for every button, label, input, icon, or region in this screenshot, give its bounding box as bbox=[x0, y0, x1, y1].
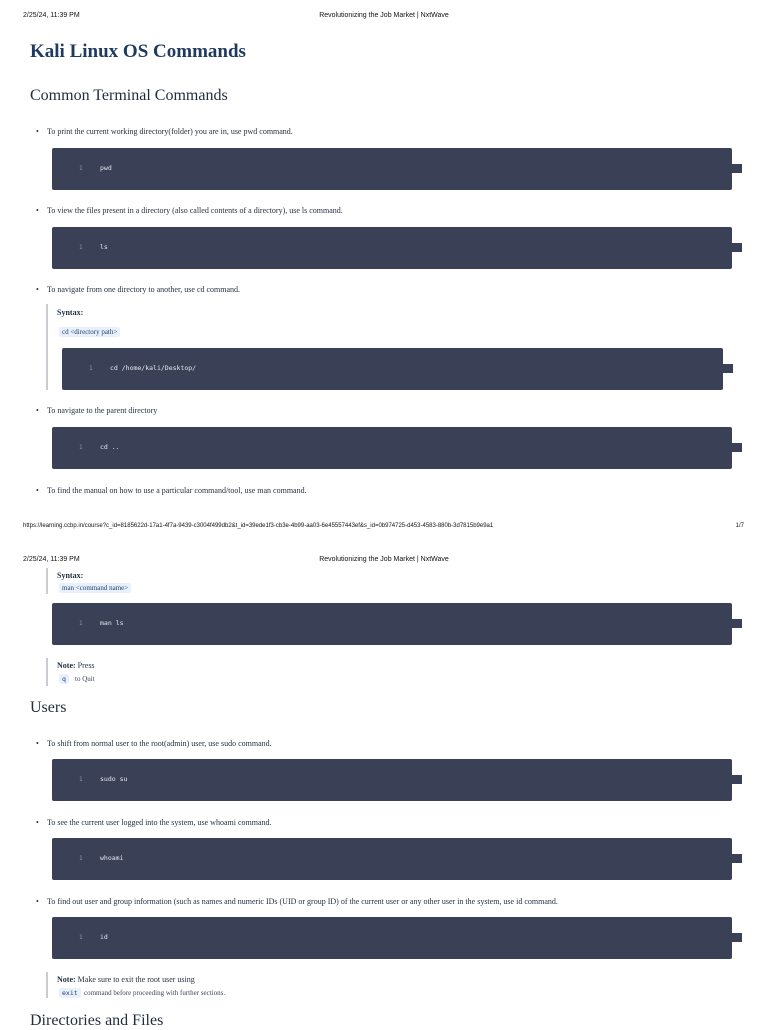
scroll-handle[interactable] bbox=[732, 775, 742, 784]
code-block-sudo[interactable] bbox=[52, 759, 732, 801]
header-title: Revolutionizing the Job Market | NxtWave bbox=[319, 12, 449, 19]
line-number: 1 bbox=[79, 165, 83, 172]
code-block-parent[interactable] bbox=[52, 427, 732, 469]
section-heading-common: Common Terminal Commands bbox=[30, 87, 228, 104]
code-block-whoami[interactable] bbox=[52, 838, 732, 880]
scroll-handle[interactable] bbox=[723, 364, 733, 373]
page-header bbox=[0, 12, 768, 26]
syntax-label: Syntax: bbox=[57, 308, 84, 317]
syntax-chip: cd <directory path> bbox=[59, 327, 120, 337]
header-datetime: 2/25/24, 11:39 PM bbox=[23, 12, 80, 19]
code-text: whoami bbox=[100, 854, 124, 862]
code-block-man[interactable] bbox=[52, 603, 732, 645]
code-text: cd /home/kali/Desktop/ bbox=[110, 364, 197, 372]
list-item: • To see the current user logged into the system, use whoami command. bbox=[38, 818, 272, 827]
scroll-handle[interactable] bbox=[732, 243, 742, 252]
syntax-blockquote bbox=[46, 568, 48, 594]
list-item: • To view the files present in a directory (also called contents of a directory), use ls command. bbox=[38, 206, 343, 215]
note-text: Note: Press bbox=[57, 661, 95, 670]
code-text: sudo su bbox=[100, 775, 128, 783]
scroll-handle[interactable] bbox=[732, 164, 742, 173]
list-item: • To navigate from one directory to another, use cd command. bbox=[38, 285, 240, 294]
scroll-handle[interactable] bbox=[732, 854, 742, 863]
line-number: 1 bbox=[79, 244, 83, 251]
key-chip: exit bbox=[59, 988, 81, 998]
section-heading-users: Users bbox=[30, 699, 67, 716]
line-number: 1 bbox=[89, 365, 93, 372]
section-heading-directories: Directories and Files bbox=[30, 1012, 164, 1029]
note-blockquote bbox=[46, 972, 48, 998]
code-text: pwd bbox=[100, 164, 112, 172]
list-item: • To navigate to the parent directory bbox=[38, 406, 157, 415]
code-block-cd[interactable] bbox=[62, 348, 723, 390]
note-after: to Quit bbox=[75, 675, 95, 683]
line-number: 1 bbox=[79, 776, 83, 783]
footer-page-number: 1/7 bbox=[735, 523, 744, 529]
line-number: 1 bbox=[79, 444, 83, 451]
list-item: • To find the manual on how to use a particular command/tool, use man command. bbox=[38, 486, 307, 495]
code-text: id bbox=[100, 933, 108, 941]
code-text: ls bbox=[100, 243, 108, 251]
code-text: cd .. bbox=[100, 443, 120, 451]
note-blockquote bbox=[46, 658, 48, 686]
line-number: 1 bbox=[79, 855, 83, 862]
note-text: Note: Make sure to exit the root user using bbox=[57, 975, 195, 984]
code-block-ls[interactable] bbox=[52, 227, 732, 269]
footer-url: https://learning.ccbp.in/course?c_id=8185622d-17a1-4f7a-9439-c3004f499db2&t_id=39ede1f3-cb3e-4b99-aa03-6e45557443ef&s_id=0b974725-d453-4583-880b-3d7815b9e9a1 bbox=[23, 523, 494, 529]
header-title: Revolutionizing the Job Market | NxtWave bbox=[319, 556, 449, 563]
code-text: man ls bbox=[100, 619, 124, 627]
list-item: • To shift from normal user to the root(admin) user, use sudo command. bbox=[38, 739, 272, 748]
syntax-blockquote bbox=[46, 304, 48, 390]
code-block-id[interactable] bbox=[52, 917, 732, 959]
key-chip: q bbox=[59, 674, 69, 684]
line-number: 1 bbox=[79, 934, 83, 941]
scroll-handle[interactable] bbox=[732, 443, 742, 452]
syntax-chip: man <command name> bbox=[59, 583, 131, 593]
list-item: • To find out user and group information (such as names and numeric IDs (UID or group ID) of the current user or any other user in the system, use id command. bbox=[38, 897, 558, 906]
header-datetime: 2/25/24, 11:39 PM bbox=[23, 556, 80, 563]
line-number: 1 bbox=[79, 620, 83, 627]
scroll-handle[interactable] bbox=[732, 619, 742, 628]
page-title: Kali Linux OS Commands bbox=[30, 41, 246, 62]
page-header bbox=[0, 556, 768, 570]
scroll-handle[interactable] bbox=[732, 933, 742, 942]
syntax-label: Syntax: bbox=[57, 571, 84, 580]
list-item: • To print the current working directory(folder) you are in, use pwd command. bbox=[38, 127, 293, 136]
note-after: command before proceeding with further sections. bbox=[84, 989, 226, 997]
code-block-pwd[interactable] bbox=[52, 148, 732, 190]
